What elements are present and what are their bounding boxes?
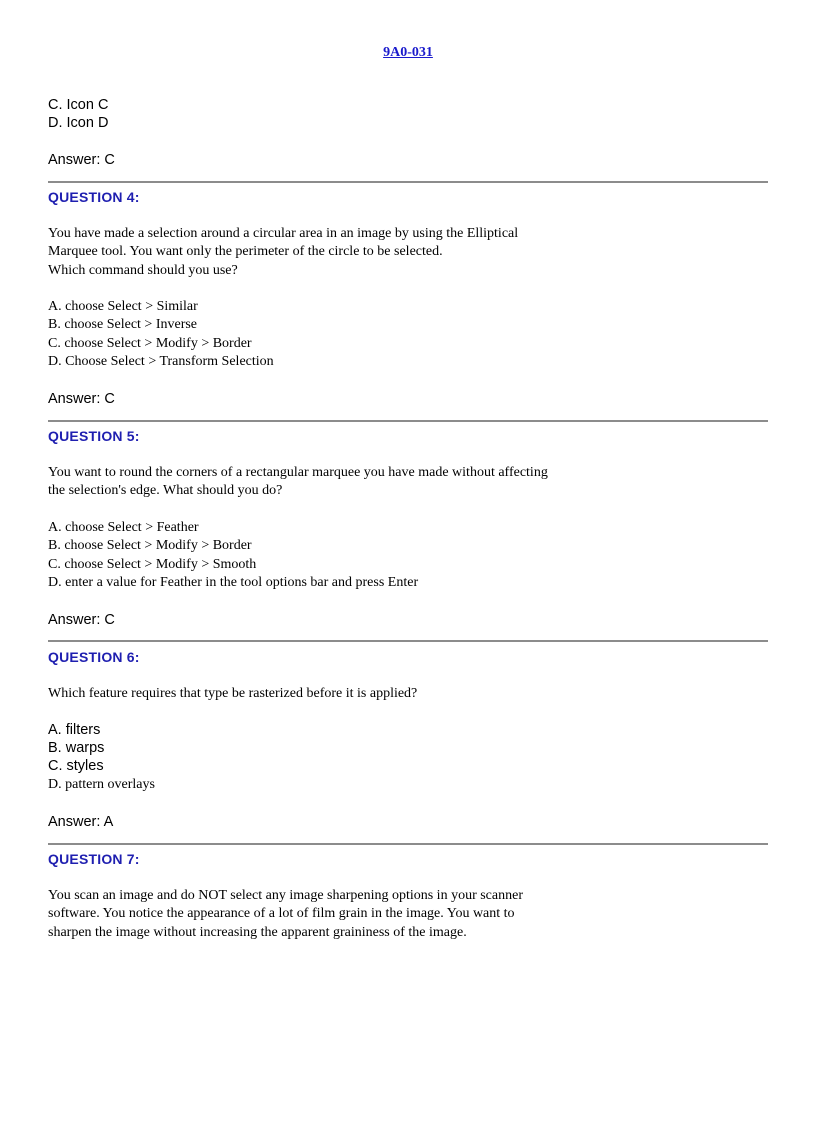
section-divider [48, 843, 768, 845]
option-d: D. Choose Select > Transform Selection [48, 353, 274, 369]
question-3-options [48, 96, 768, 132]
option-b: B. choose Select > Modify > Border [48, 538, 252, 554]
question-6-stem [48, 685, 768, 703]
question-6-option-d-block [48, 776, 768, 794]
question-4-stem [48, 225, 768, 280]
question-7-stem [48, 887, 768, 942]
question-5-stem [48, 464, 768, 501]
document-header-code[interactable]: 9A0-031 [383, 45, 433, 60]
stem-line: the selection's edge. What should you do? [48, 483, 283, 499]
option-a: A. choose Select > Similar [48, 299, 198, 314]
stem-line: Which command should you use? [48, 262, 238, 278]
stem-line: Marquee tool. You want only the perimeter of the circle to be selected. [48, 244, 443, 260]
question-4-heading: QUESTION 4: [48, 189, 140, 205]
option-d: D. enter a value for Feather in the tool options bar and press Enter [48, 574, 419, 590]
section-divider [48, 181, 768, 183]
option-b: B. choose Select > Inverse [48, 317, 198, 333]
question-5-options [48, 519, 768, 592]
stem-line: You have made a selection around a circular area in an image by using the Elliptical [48, 226, 519, 241]
option-a: A. choose Select > Feather [48, 520, 199, 535]
option-c: C. choose Select > Modify > Smooth [48, 556, 257, 572]
question-4-options [48, 298, 768, 371]
document-page [48, 0, 768, 1122]
stem-line: software. You notice the appearance of a lot of film grain in the image. You want to [48, 906, 515, 922]
question-4-answer: Answer: C [48, 391, 115, 407]
option-c: C. choose Select > Modify > Border [48, 335, 252, 351]
question-6-answer: Answer: A [48, 814, 114, 830]
stem-line: sharpen the image without increasing the apparent graininess of the image. [48, 924, 467, 940]
section-divider [48, 420, 768, 422]
question-6-heading: QUESTION 6: [48, 649, 140, 665]
option-c: C. Icon C [48, 97, 109, 113]
option-b: B. warps [48, 740, 105, 756]
question-5-answer: Answer: C [48, 612, 115, 628]
option-a: A. filters [48, 722, 101, 738]
question-7-heading: QUESTION 7: [48, 851, 140, 867]
option-c: C. styles [48, 758, 104, 774]
question-6-options [48, 721, 768, 775]
question-5-heading: QUESTION 5: [48, 428, 140, 444]
stem-line: Which feature requires that type be rasterized before it is applied? [48, 686, 418, 701]
option-d: D. Icon D [48, 115, 109, 131]
stem-line: You want to round the corners of a rectangular marquee you have made without affecting [48, 465, 548, 480]
section-divider [48, 640, 768, 642]
option-d: D. pattern overlays [48, 777, 155, 792]
question-3-answer: Answer: C [48, 152, 115, 168]
stem-line: You scan an image and do NOT select any image sharpening options in your scanner [48, 888, 523, 903]
